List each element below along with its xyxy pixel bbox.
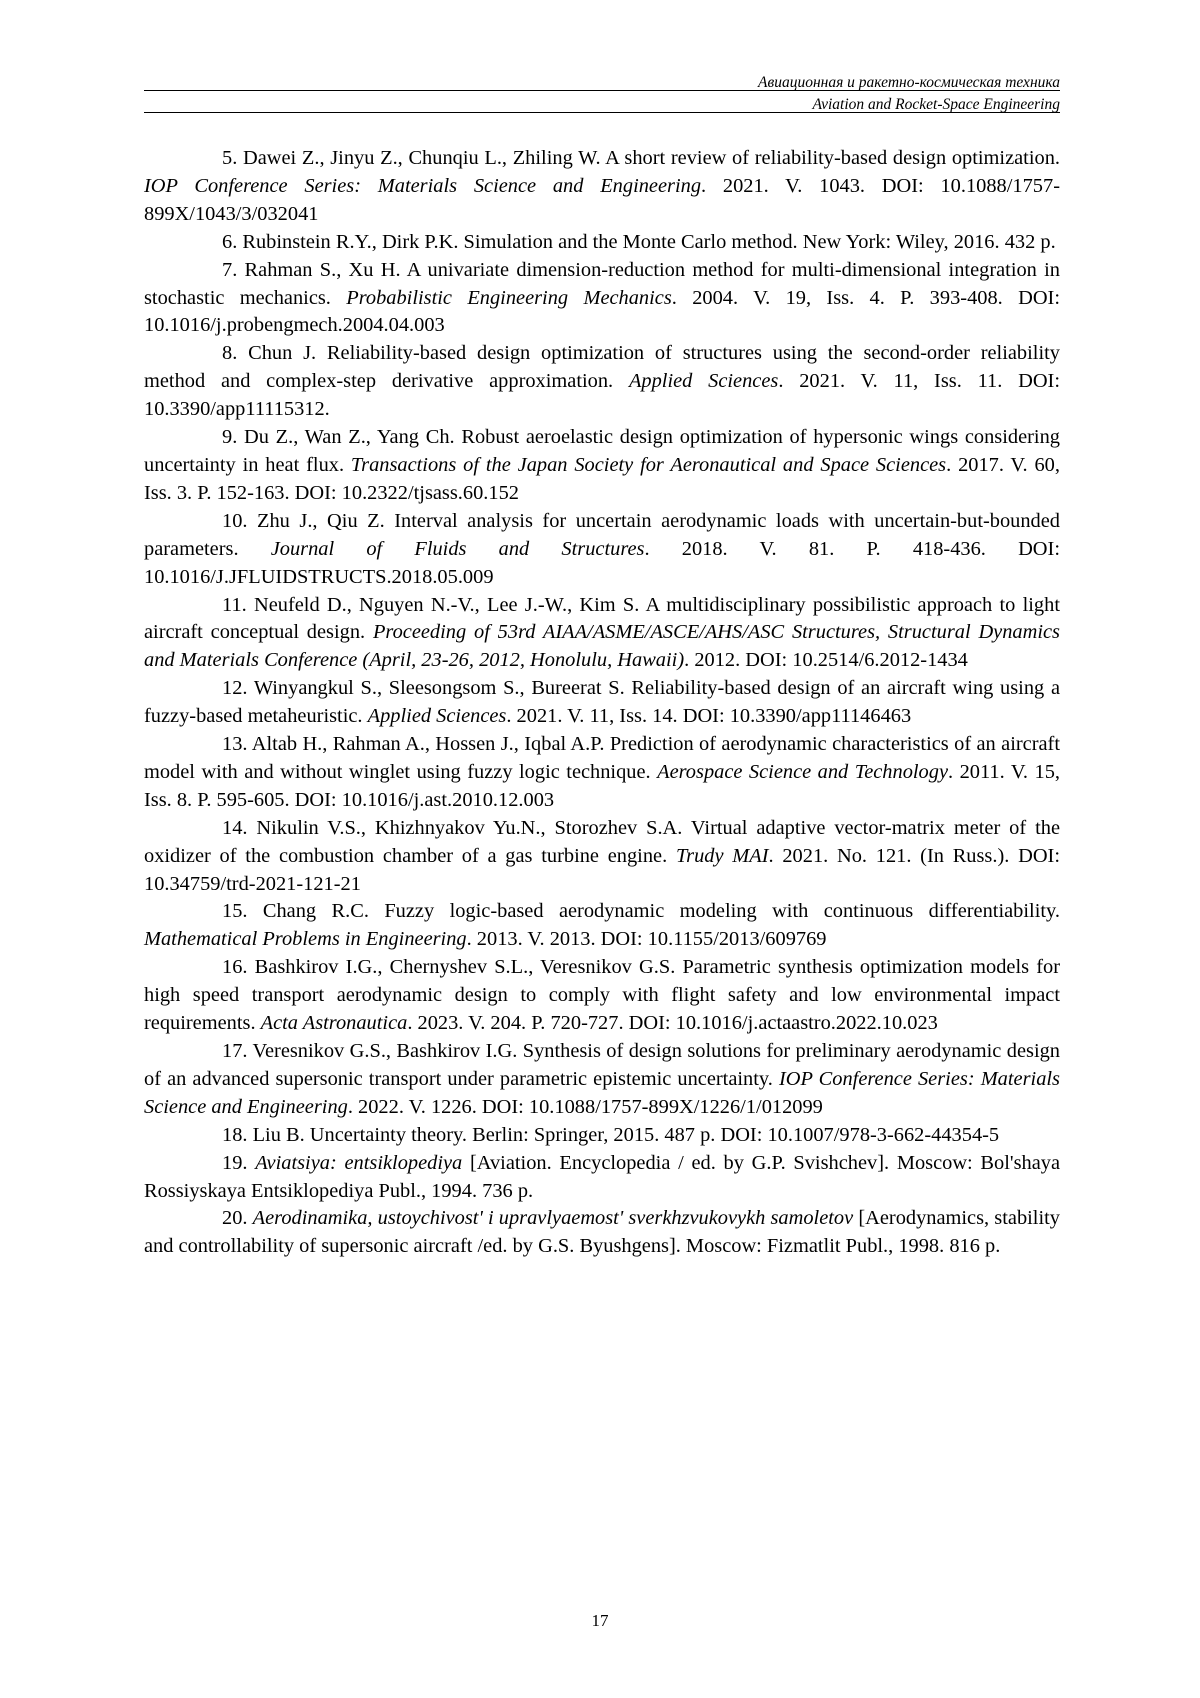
reference-text: 12. Winyangkul S., Sleesongsom S., Bureerat S. Reliability-based design of an aircraft wing using a fuzzy-based metaheuristic. (144, 677, 1060, 727)
reference-source-italic: Aerodinamika, ustoychivost' i upravlyaemost' sverkhzvukovykh samoletov (253, 1207, 854, 1229)
reference-source-italic: Proceeding of 53rd AIAA/ASME/ASCE/AHS/ASC Structures, Structural Dynamics and Materials Conference (April, 23-26, 2012, Honolulu, Hawaii) (144, 621, 1060, 671)
reference-text: 9. Du Z., Wan Z., Yang Ch. Robust aeroelastic design optimization of hypersonic wings considering uncertainty in heat flux. (144, 426, 1060, 476)
reference-text: 14. Nikulin V.S., Khizhnyakov Yu.N., Storozhev S.A. Virtual adaptive vector-matrix meter of the oxidizer of the combustion chamber of a gas turbine engine. (144, 817, 1060, 867)
reference-item (144, 731, 1060, 815)
reference-source-italic: Aviatsiya: entsiklopediya (255, 1152, 462, 1174)
reference-source-italic: IOP Conference Series: Materials Science and Engineering (144, 175, 701, 197)
reference-text: . 2021. No. 121. (In Russ.). DOI: 10.34759/trd-2021-121-21 (144, 845, 1060, 895)
reference-text: . 2011. V. 15, Iss. 8. P. 595-605. DOI: 10.1016/j.ast.2010.12.003 (144, 761, 1060, 811)
reference-source-italic: Applied Sciences (629, 370, 778, 392)
reference-source-italic: Probabilistic Engineering Mechanics (346, 287, 672, 309)
reference-text: [Aviation. Encyclopedia / ed. by G.P. Svishchev]. Moscow: Bol'shaya Rossiyskaya Entsiklopediya Publ., 1994. 736 p. (144, 1152, 1060, 1202)
reference-text: 16. Bashkirov I.G., Chernyshev S.L., Veresnikov G.S. Parametric synthesis optimization models for high speed transport aerodynamic design to comply with flight safety and low environmental impact requirements. (144, 956, 1060, 1034)
reference-text: [Aerodynamics, stability and controllability of supersonic aircraft /ed. by G.S. Byushgens]. Moscow: Fizmatlit Publ., 1998. 816 p. (144, 1207, 1060, 1257)
reference-source-italic: Trudy MAI (676, 845, 769, 867)
reference-item (144, 1122, 1060, 1150)
reference-list (144, 145, 1060, 1261)
reference-text: . 2012. DOI: 10.2514/6.2012-1434 (684, 649, 968, 671)
reference-item (144, 229, 1060, 257)
reference-source-italic: Transactions of the Japan Society for Aeronautical and Space Sciences (351, 454, 946, 476)
journal-title-en: Aviation and Rocket-Space Engineering (813, 96, 1061, 114)
reference-text: 6. Rubinstein R.Y., Dirk P.K. Simulation and the Monte Carlo method. New York: Wiley, 2016. 432 p. (222, 231, 1056, 253)
page-number: 17 (0, 1611, 1200, 1631)
reference-source-italic: IOP Conference Series: Materials Science and Engineering (144, 1068, 1060, 1118)
reference-text: 7. Rahman S., Xu H. A univariate dimension-reduction method for multi-dimensional integration in stochastic mechanics. (144, 259, 1060, 309)
reference-text: . 2013. V. 2013. DOI: 10.1155/2013/609769 (467, 928, 827, 950)
reference-source-italic: Journal of Fluids and Structures (271, 538, 645, 560)
reference-item (144, 1038, 1060, 1122)
reference-item (144, 508, 1060, 592)
reference-source-italic: Applied Sciences (368, 705, 507, 727)
reference-item (144, 257, 1060, 341)
reference-item (144, 1205, 1060, 1261)
reference-text: . 2023. V. 204. P. 720-727. DOI: 10.1016/j.actaastro.2022.10.023 (407, 1012, 938, 1034)
reference-text: . 2022. V. 1226. DOI: 10.1088/1757-899X/1226/1/012099 (348, 1096, 823, 1118)
reference-text: 20. (222, 1207, 253, 1229)
reference-item (144, 1150, 1060, 1206)
reference-item (144, 954, 1060, 1038)
reference-item (144, 145, 1060, 229)
header-rule-bottom (144, 112, 1060, 113)
reference-item (144, 424, 1060, 508)
reference-text: . 2021. V. 1043. DOI: 10.1088/1757-899X/1043/3/032041 (144, 175, 1060, 225)
reference-item (144, 898, 1060, 954)
reference-source-italic: Acta Astronautica (261, 1012, 408, 1034)
reference-text: 5. Dawei Z., Jinyu Z., Chunqiu L., Zhiling W. A short review of reliability-based design optimization. (222, 147, 1060, 169)
reference-text: . 2021. V. 11, Iss. 14. DOI: 10.3390/app11146463 (506, 705, 911, 727)
journal-title-ru: Авиационная и ракетно-космическая техника (758, 74, 1060, 92)
reference-text: 15. Chang R.C. Fuzzy logic-based aerodynamic modeling with continuous differentiability. (222, 900, 1060, 922)
reference-text: 17. Veresnikov G.S., Bashkirov I.G. Synthesis of design solutions for preliminary aerodynamic design of an advanced supersonic transport under parametric epistemic uncertainty. (144, 1040, 1060, 1090)
reference-source-italic: Mathematical Problems in Engineering (144, 928, 467, 950)
reference-text: 13. Altab H., Rahman A., Hossen J., Iqbal A.P. Prediction of aerodynamic characteristics of an aircraft model with and without winglet using fuzzy logic technique. (144, 733, 1060, 783)
reference-text: 10. Zhu J., Qiu Z. Interval analysis for uncertain aerodynamic loads with uncertain-but-bounded parameters. (144, 510, 1060, 560)
reference-text: 8. Chun J. Reliability-based design optimization of structures using the second-order reliability method and complex-step derivative approximation. (144, 342, 1060, 392)
reference-text: . 2021. V. 11, Iss. 11. DOI: 10.3390/app11115312. (144, 370, 1060, 420)
reference-text: 18. Liu B. Uncertainty theory. Berlin: Springer, 2015. 487 p. DOI: 10.1007/978-3-662-44354-5 (222, 1124, 999, 1146)
reference-item (144, 592, 1060, 676)
reference-item (144, 815, 1060, 899)
reference-text: 11. Neufeld D., Nguyen N.-V., Lee J.-W., Kim S. A multidisciplinary possibilistic approach to light aircraft conceptual design. (144, 594, 1060, 644)
reference-text: . 2017. V. 60, Iss. 3. P. 152-163. DOI: 10.2322/tjsass.60.152 (144, 454, 1060, 504)
reference-text: 19. (222, 1152, 255, 1174)
reference-text: . 2004. V. 19, Iss. 4. P. 393-408. DOI: 10.1016/j.probengmech.2004.04.003 (144, 287, 1060, 337)
reference-item (144, 340, 1060, 424)
reference-source-italic: Aerospace Science and Technology (657, 761, 948, 783)
reference-item (144, 675, 1060, 731)
header-rule-top (144, 90, 1060, 91)
reference-text: . 2018. V. 81. P. 418-436. DOI: 10.1016/J.JFLUIDSTRUCTS.2018.05.009 (144, 538, 1060, 588)
